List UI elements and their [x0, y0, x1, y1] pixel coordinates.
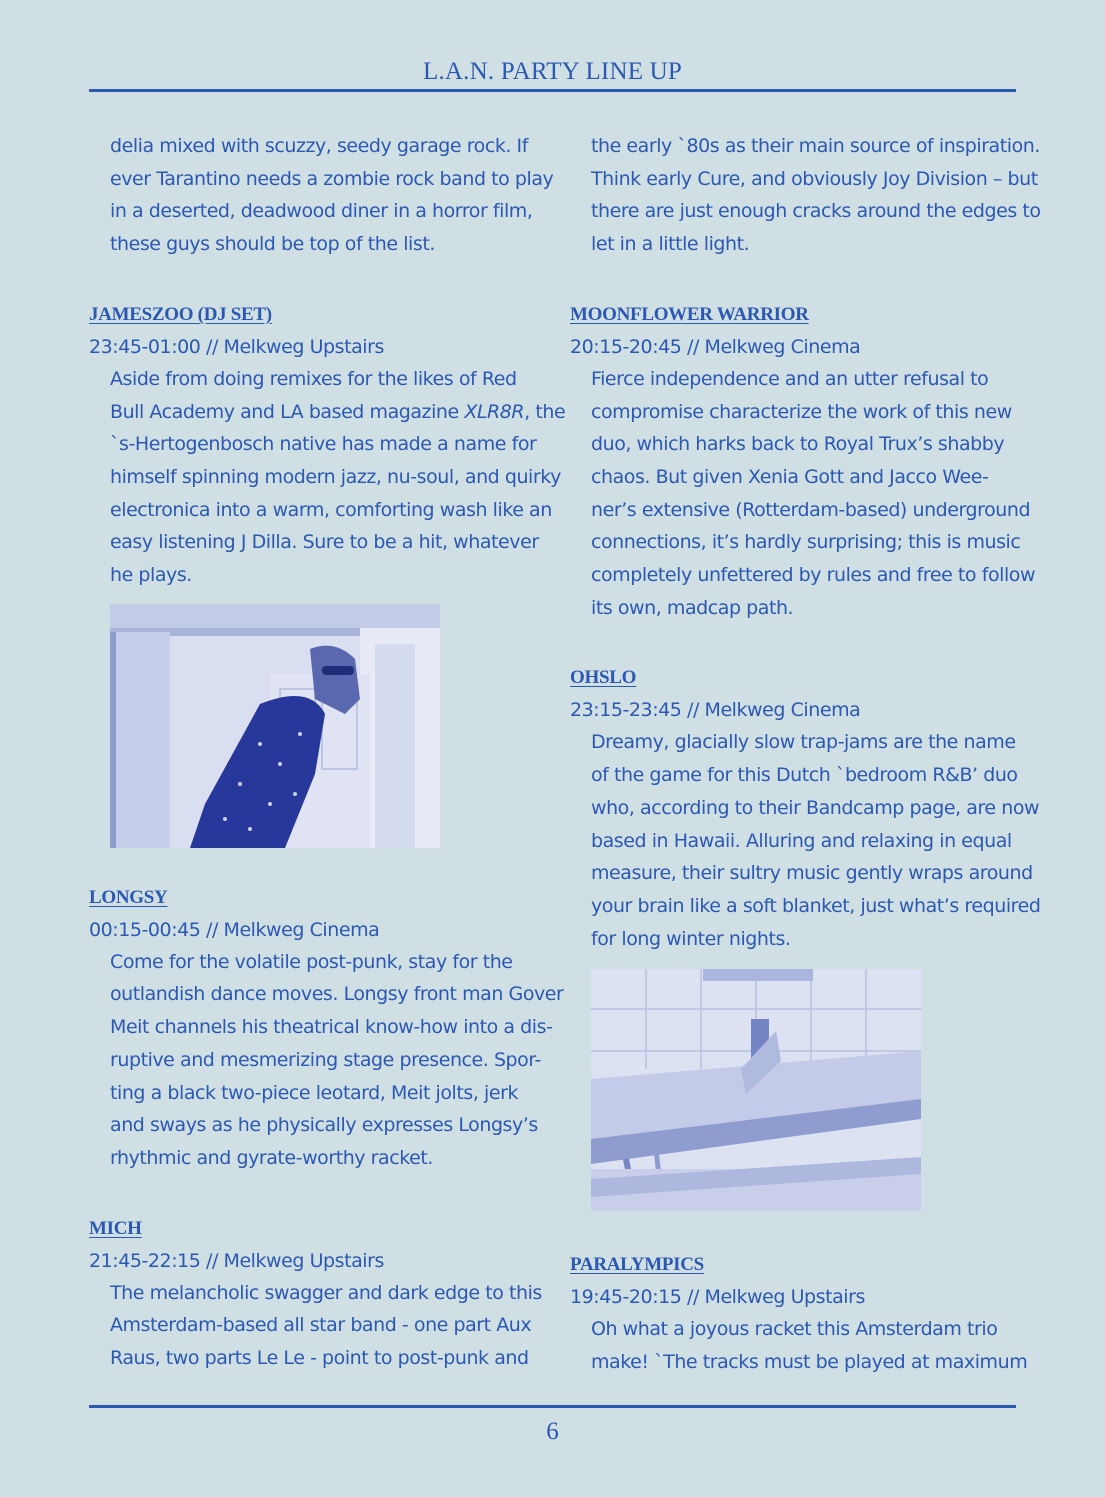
- set-time: 19:45-20:15 // Melkweg Upstairs: [570, 1286, 865, 1309]
- page-title: L.A.N. PARTY LINE UP: [423, 58, 682, 85]
- text-line: its own, madcap path.: [591, 596, 794, 619]
- text-line: electronica into a warm, comforting wash like an: [110, 498, 552, 521]
- text-line: connections, it’s hardly surprising; this is music: [591, 531, 1021, 554]
- artist-name: OHSLO: [570, 667, 637, 689]
- text-line: he plays.: [110, 564, 192, 587]
- text-line: Amsterdam-based all star band - one part Aux: [110, 1314, 532, 1337]
- artist-entry-mich: [89, 1213, 549, 1375]
- artist-description: [89, 363, 566, 592]
- text-line: himself spinning modern jazz, nu-soul, and quirky: [110, 465, 561, 488]
- text-line: completely unfettered by rules and free to follow: [591, 564, 1036, 587]
- text-line: based in Hawaii. Alluring and relaxing in equal: [591, 829, 1012, 852]
- artist-name: LONGSY: [89, 886, 168, 908]
- artist-description: [570, 363, 1036, 625]
- text-line: [110, 396, 566, 429]
- text-line: for long winter nights.: [591, 927, 791, 950]
- text-line: of the game for this Dutch `bedroom R&B’ duo: [591, 764, 1018, 787]
- artist-name: MICH: [89, 1217, 142, 1239]
- text-line: measure, their sultry music gently wraps around: [591, 862, 1033, 885]
- header-rule: [89, 89, 1016, 92]
- artist-description: [89, 1277, 549, 1375]
- text-line: ruptive and mesmerizing stage presence. Spor-: [110, 1048, 541, 1071]
- text-line: chaos. But given Xenia Gott and Jacco Wee-: [591, 465, 989, 488]
- text-line: ner’s extensive (Rotterdam-based) underground: [591, 498, 1031, 521]
- text-line: in a deserted, deadwood diner in a horror film,: [110, 200, 533, 223]
- set-time: 23:15-23:45 // Melkweg Cinema: [570, 699, 861, 722]
- text-line: Come for the volatile post-punk, stay for the: [110, 950, 513, 973]
- artist-name: JAMESZOO (DJ SET): [89, 303, 272, 325]
- text-line: duo, which harks back to Royal Trux’s shabby: [591, 433, 1005, 456]
- right-column: [570, 130, 1041, 1379]
- text-line: Fierce independence and an utter refusal to: [591, 367, 989, 390]
- text-line: there are just enough cracks around the edges to: [591, 200, 1041, 223]
- artist-entry-moonflower-warrior: [570, 299, 1036, 625]
- set-time: 20:15-20:45 // Melkweg Cinema: [570, 335, 861, 358]
- text-line: Raus, two parts Le Le - point to post-punk and: [110, 1347, 529, 1370]
- artist-description: [570, 726, 1041, 955]
- text-span: , the: [524, 400, 566, 423]
- artist-entry-ohslo: [570, 662, 1041, 955]
- artist-description: [89, 946, 564, 1175]
- text-line: compromise characterize the work of this new: [591, 400, 1012, 423]
- text-line: let in a little light.: [591, 233, 750, 256]
- text-line: your brain like a soft blanket, just what’s required: [591, 894, 1041, 917]
- text-line: outlandish dance moves. Longsy front man Gover: [110, 983, 564, 1006]
- continued-paragraph: [570, 130, 1041, 261]
- page-number: 6: [546, 1418, 559, 1445]
- left-column: [89, 130, 566, 1375]
- artist-entry-longsy: [89, 882, 564, 1175]
- jameszoo-photo: [110, 604, 440, 848]
- set-time: 23:45-01:00 // Melkweg Upstairs: [89, 335, 384, 358]
- text-line: who, according to their Bandcamp page, are now: [591, 796, 1040, 819]
- artist-entry-jameszoo: [89, 299, 566, 592]
- set-time: 00:15-00:45 // Melkweg Cinema: [89, 918, 380, 941]
- text-line: ever Tarantino needs a zombie rock band to play: [110, 167, 554, 190]
- text-line: The melancholic swagger and dark edge to this: [110, 1281, 542, 1304]
- text-line: easy listening J Dilla. Sure to be a hit, whatever: [110, 531, 539, 554]
- text-line: Think early Cure, and obviously Joy Division – but: [591, 167, 1038, 190]
- footer-rule: [89, 1405, 1016, 1408]
- ohslo-photo: [591, 969, 921, 1211]
- continued-paragraph: [89, 130, 554, 261]
- artist-name: MOONFLOWER WARRIOR: [570, 303, 809, 325]
- text-line: Aside from doing remixes for the likes of Red: [110, 367, 517, 390]
- text-line: ting a black two-piece leotard, Meit jolts, jerk: [110, 1081, 518, 1104]
- artist-name: PARALYMPICS: [570, 1254, 704, 1276]
- text-line: delia mixed with scuzzy, seedy garage rock. If: [110, 135, 528, 157]
- text-span: Bull Academy and LA based magazine: [110, 400, 465, 423]
- set-time: 21:45-22:15 // Melkweg Upstairs: [89, 1249, 384, 1272]
- text-line: rhythmic and gyrate-worthy racket.: [110, 1146, 433, 1169]
- text-line: `s-Hertogenbosch native has made a name for: [110, 433, 537, 456]
- text-line: Dreamy, glacially slow trap-jams are the name: [591, 731, 1016, 754]
- text-line: make! `The tracks must be played at maximum: [591, 1351, 1028, 1374]
- magazine-title: XLR8R: [464, 400, 525, 423]
- text-line: Oh what a joyous racket this Amsterdam trio: [591, 1318, 998, 1341]
- text-line: Meit channels his theatrical know-how into a dis-: [110, 1016, 553, 1039]
- artist-entry-paralympics: [570, 1249, 1028, 1378]
- artist-description: [570, 1313, 1028, 1378]
- text-line: these guys should be top of the list.: [110, 233, 435, 256]
- text-line: and sways as he physically expresses Longsy’s: [110, 1114, 538, 1137]
- text-line: the early `80s as their main source of inspiration.: [591, 135, 1040, 157]
